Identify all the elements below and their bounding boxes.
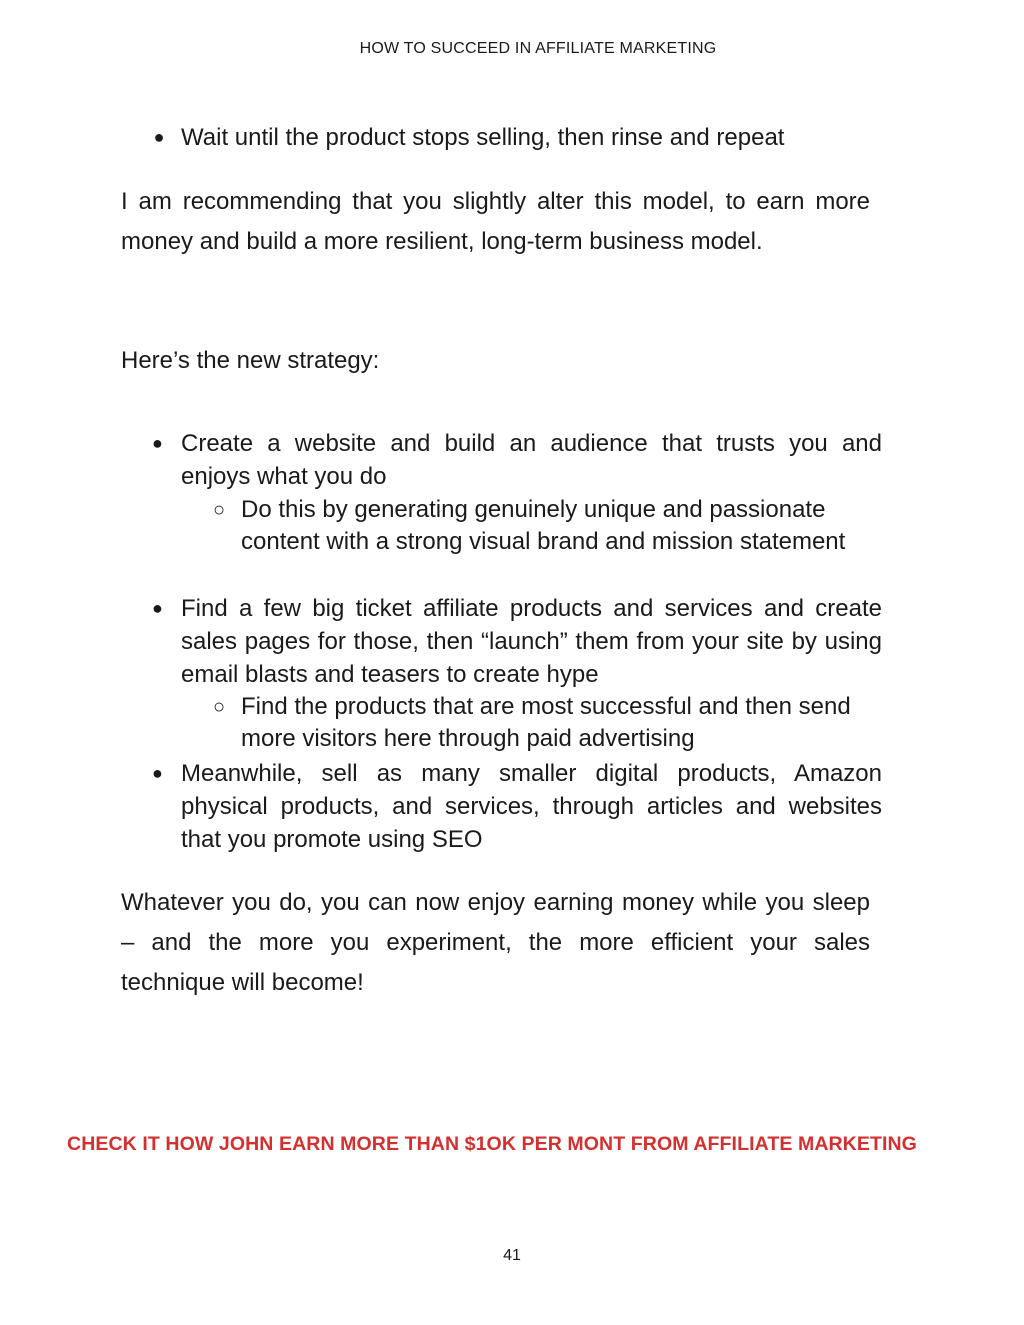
strategy-heading: Here’s the new strategy:	[121, 347, 380, 374]
circle-bullet-icon: ○	[212, 696, 226, 718]
bullet-icon: ●	[153, 127, 165, 147]
bullet-icon: ●	[152, 433, 163, 453]
strategy-item-big-ticket	[152, 592, 882, 691]
cta-link[interactable]: CHECK IT HOW JOHN EARN MORE THAN $1OK PER MONT FROM AFFILIATE MARKETING	[67, 1133, 917, 1155]
circle-bullet-icon: ○	[212, 499, 226, 521]
closing-paragraph: Whatever you do, you can now enjoy earning money while you sleep – and the more you experiment, the more efficient your sales technique will become!	[121, 889, 870, 996]
bullet-icon: ●	[152, 763, 163, 783]
page-header: HOW TO SUCCEED IN AFFILIATE MARKETING	[359, 40, 717, 57]
bullet-item-rinse-repeat	[152, 121, 882, 154]
strategy-subitem-paid-ads	[212, 691, 902, 755]
strategy-item-smaller-products	[152, 757, 882, 856]
bullet-text: Wait until the product stops selling, then rinse and repeat	[181, 124, 785, 151]
strategy-item-text: Find a few big ticket affiliate products and services and create sales pages for those, then “launch” them from your site by using email blasts and teasers to create hype	[181, 595, 882, 688]
bullet-icon: ●	[152, 598, 163, 618]
strategy-item-text: Create a website and build an audience that trusts you and enjoys what you do	[181, 430, 882, 490]
intro-paragraph: I am recommending that you slightly alter this model, to earn more money and build a more resilient, long-term business model.	[121, 188, 870, 255]
strategy-subitem-content	[212, 494, 902, 558]
page-number: 41	[503, 1247, 521, 1264]
strategy-subitem-text: Find the products that are most successful and then send more visitors here through paid advertising	[241, 693, 851, 752]
strategy-subitem-text: Do this by generating genuinely unique and passionate content with a strong visual brand and mission statement	[241, 496, 846, 555]
strategy-item-text: Meanwhile, sell as many smaller digital products, Amazon physical products, and services, through articles and websites that you promote using SEO	[181, 760, 882, 853]
strategy-item-website	[152, 427, 882, 493]
